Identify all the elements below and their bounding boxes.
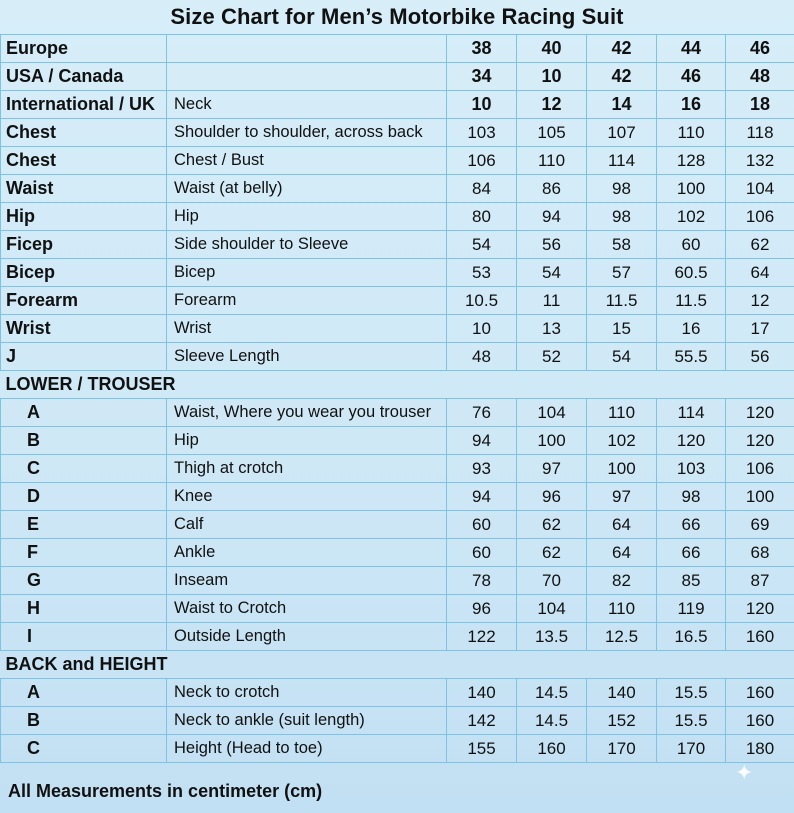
size-value: 60 [447, 539, 517, 567]
size-value: 53 [447, 259, 517, 287]
size-value: 140 [447, 679, 517, 707]
size-value: 104 [517, 399, 587, 427]
table-row [1, 539, 794, 567]
table-row [1, 35, 794, 63]
size-value: 44 [657, 35, 726, 63]
measurement-description [167, 35, 447, 63]
size-value: 120 [726, 427, 794, 455]
measurement-description: Ankle [167, 539, 447, 567]
size-value: 55.5 [657, 343, 726, 371]
row-label: H [1, 595, 167, 623]
size-value: 106 [726, 203, 794, 231]
size-value: 78 [447, 567, 517, 595]
page-title: Size Chart for Men’s Motorbike Racing Suit [170, 4, 624, 29]
table-row [1, 567, 794, 595]
measurement-description: Height (Head to toe) [167, 735, 447, 763]
table-row [1, 623, 794, 651]
size-value: 52 [517, 343, 587, 371]
section-header-row [1, 371, 794, 399]
size-value: 114 [657, 399, 726, 427]
size-value: 62 [517, 539, 587, 567]
size-value: 54 [447, 231, 517, 259]
size-value: 110 [587, 399, 657, 427]
measurement-description: Chest / Bust [167, 147, 447, 175]
size-value: 82 [587, 567, 657, 595]
table-row [1, 427, 794, 455]
row-label: J [1, 343, 167, 371]
size-value: 110 [587, 595, 657, 623]
measurement-description: Forearm [167, 287, 447, 315]
size-value: 38 [447, 35, 517, 63]
row-label: Ficep [1, 231, 167, 259]
size-value: 102 [587, 427, 657, 455]
size-value: 114 [587, 147, 657, 175]
size-value: 16 [657, 91, 726, 119]
size-value: 120 [726, 399, 794, 427]
size-chart-table [0, 34, 794, 763]
size-value: 86 [517, 175, 587, 203]
size-value: 105 [517, 119, 587, 147]
measurement-description: Calf [167, 511, 447, 539]
size-value: 10 [447, 315, 517, 343]
size-value: 80 [447, 203, 517, 231]
size-value: 103 [657, 455, 726, 483]
size-value: 48 [447, 343, 517, 371]
table-row [1, 735, 794, 763]
row-label: F [1, 539, 167, 567]
size-value: 160 [517, 735, 587, 763]
size-value: 120 [657, 427, 726, 455]
size-value: 56 [517, 231, 587, 259]
size-value: 128 [657, 147, 726, 175]
size-value: 94 [447, 483, 517, 511]
measurement-description: Inseam [167, 567, 447, 595]
size-value: 11.5 [657, 287, 726, 315]
size-value: 160 [726, 623, 794, 651]
size-value: 69 [726, 511, 794, 539]
size-value: 68 [726, 539, 794, 567]
measurement-description: Waist (at belly) [167, 175, 447, 203]
row-label: C [1, 735, 167, 763]
size-value: 62 [517, 511, 587, 539]
section-header-row [1, 651, 794, 679]
size-value: 132 [726, 147, 794, 175]
size-value: 58 [587, 231, 657, 259]
row-label: Hip [1, 203, 167, 231]
row-label: C [1, 455, 167, 483]
measurement-description: Hip [167, 203, 447, 231]
measurement-description: Wrist [167, 315, 447, 343]
size-value: 60 [657, 231, 726, 259]
size-value: 15.5 [657, 707, 726, 735]
measurement-description: Sleeve Length [167, 343, 447, 371]
size-value: 17 [726, 315, 794, 343]
table-row [1, 203, 794, 231]
size-value: 87 [726, 567, 794, 595]
row-label: Wrist [1, 315, 167, 343]
size-value: 84 [447, 175, 517, 203]
table-row [1, 511, 794, 539]
table-row [1, 399, 794, 427]
size-value: 140 [587, 679, 657, 707]
size-value: 100 [726, 483, 794, 511]
footer-note: All Measurements in centimeter (cm) [8, 781, 323, 801]
size-value: 118 [726, 119, 794, 147]
size-value: 42 [587, 63, 657, 91]
size-value: 46 [726, 35, 794, 63]
row-label: G [1, 567, 167, 595]
size-value: 85 [657, 567, 726, 595]
size-value: 10 [517, 63, 587, 91]
size-value: 11 [517, 287, 587, 315]
size-value: 14.5 [517, 707, 587, 735]
row-label: USA / Canada [1, 63, 167, 91]
row-label: I [1, 623, 167, 651]
size-value: 62 [726, 231, 794, 259]
size-value: 54 [517, 259, 587, 287]
table-row [1, 707, 794, 735]
size-value: 70 [517, 567, 587, 595]
sparkle-icon: ✦ [735, 760, 754, 785]
size-value: 66 [657, 511, 726, 539]
section-heading: LOWER / TROUSER [1, 371, 794, 399]
table-row [1, 315, 794, 343]
table-row [1, 119, 794, 147]
size-value: 54 [587, 343, 657, 371]
size-value: 180 [726, 735, 794, 763]
size-value: 15 [587, 315, 657, 343]
row-label: Europe [1, 35, 167, 63]
size-value: 107 [587, 119, 657, 147]
size-value: 98 [587, 203, 657, 231]
size-value: 110 [657, 119, 726, 147]
size-value: 10.5 [447, 287, 517, 315]
size-value: 106 [447, 147, 517, 175]
size-value: 106 [726, 455, 794, 483]
size-value: 97 [587, 483, 657, 511]
measurement-description: Outside Length [167, 623, 447, 651]
size-value: 10 [447, 91, 517, 119]
table-row [1, 91, 794, 119]
size-value: 142 [447, 707, 517, 735]
size-value: 14 [587, 91, 657, 119]
measurement-description: Knee [167, 483, 447, 511]
table-row [1, 147, 794, 175]
size-value: 57 [587, 259, 657, 287]
measurement-description: Hip [167, 427, 447, 455]
size-value: 12 [517, 91, 587, 119]
table-row [1, 175, 794, 203]
size-value: 60.5 [657, 259, 726, 287]
measurement-description: Neck [167, 91, 447, 119]
size-value: 160 [726, 707, 794, 735]
size-value: 12 [726, 287, 794, 315]
size-value: 110 [517, 147, 587, 175]
size-value: 170 [657, 735, 726, 763]
row-label: Chest [1, 119, 167, 147]
table-row [1, 287, 794, 315]
size-value: 104 [517, 595, 587, 623]
size-value: 93 [447, 455, 517, 483]
size-value: 94 [517, 203, 587, 231]
table-row [1, 483, 794, 511]
row-label: A [1, 399, 167, 427]
row-label: D [1, 483, 167, 511]
measurement-description: Thigh at crotch [167, 455, 447, 483]
table-row [1, 343, 794, 371]
size-value: 34 [447, 63, 517, 91]
size-value: 48 [726, 63, 794, 91]
size-value: 11.5 [587, 287, 657, 315]
section-heading: BACK and HEIGHT [1, 651, 794, 679]
row-label: Bicep [1, 259, 167, 287]
measurement-description: Side shoulder to Sleeve [167, 231, 447, 259]
size-value: 100 [657, 175, 726, 203]
row-label: A [1, 679, 167, 707]
size-value: 16 [657, 315, 726, 343]
size-value: 76 [447, 399, 517, 427]
size-value: 13 [517, 315, 587, 343]
size-value: 170 [587, 735, 657, 763]
size-value: 13.5 [517, 623, 587, 651]
size-value: 12.5 [587, 623, 657, 651]
table-row [1, 455, 794, 483]
size-value: 119 [657, 595, 726, 623]
size-value: 56 [726, 343, 794, 371]
size-value: 100 [587, 455, 657, 483]
size-value: 98 [587, 175, 657, 203]
row-label: International / UK [1, 91, 167, 119]
table-row [1, 231, 794, 259]
size-value: 16.5 [657, 623, 726, 651]
size-value: 66 [657, 539, 726, 567]
size-value: 18 [726, 91, 794, 119]
table-row [1, 595, 794, 623]
measurement-description: Neck to ankle (suit length) [167, 707, 447, 735]
size-value: 97 [517, 455, 587, 483]
size-value: 100 [517, 427, 587, 455]
size-value: 64 [726, 259, 794, 287]
row-label: B [1, 427, 167, 455]
size-value: 64 [587, 511, 657, 539]
size-value: 120 [726, 595, 794, 623]
table-row [1, 679, 794, 707]
table-row [1, 63, 794, 91]
size-value: 122 [447, 623, 517, 651]
size-value: 160 [726, 679, 794, 707]
size-value: 152 [587, 707, 657, 735]
size-value: 155 [447, 735, 517, 763]
size-value: 102 [657, 203, 726, 231]
size-value: 60 [447, 511, 517, 539]
size-value: 98 [657, 483, 726, 511]
size-value: 40 [517, 35, 587, 63]
size-value: 15.5 [657, 679, 726, 707]
measurement-description: Shoulder to shoulder, across back [167, 119, 447, 147]
measurement-description [167, 63, 447, 91]
row-label: B [1, 707, 167, 735]
size-value: 14.5 [517, 679, 587, 707]
measurement-description: Neck to crotch [167, 679, 447, 707]
row-label: E [1, 511, 167, 539]
measurement-description: Bicep [167, 259, 447, 287]
measurement-description: Waist, Where you wear you trouser [167, 399, 447, 427]
size-value: 96 [517, 483, 587, 511]
row-label: Chest [1, 147, 167, 175]
row-label: Waist [1, 175, 167, 203]
row-label: Forearm [1, 287, 167, 315]
measurement-description: Waist to Crotch [167, 595, 447, 623]
size-value: 96 [447, 595, 517, 623]
size-value: 103 [447, 119, 517, 147]
size-value: 64 [587, 539, 657, 567]
size-value: 94 [447, 427, 517, 455]
size-value: 46 [657, 63, 726, 91]
size-value: 42 [587, 35, 657, 63]
table-row [1, 259, 794, 287]
size-value: 104 [726, 175, 794, 203]
